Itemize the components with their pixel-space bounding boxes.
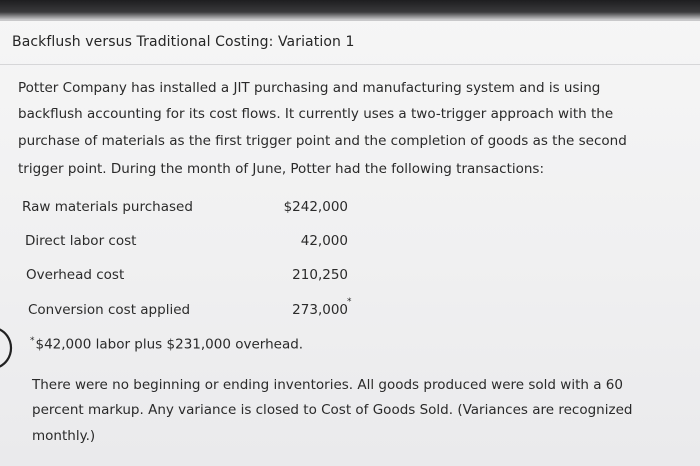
- bezel-strip: [0, 0, 700, 20]
- row-value: 42,000: [300, 233, 348, 249]
- divider: [0, 20, 700, 21]
- closing-line: percent markup. Any variance is closed to Cost of Goods Sold. (Variances are recognized: [32, 402, 633, 418]
- table-row: [0, 267, 700, 287]
- footnote-marker: *: [347, 297, 352, 307]
- row-label: Direct labor cost: [25, 233, 137, 249]
- intro-line: trigger point. During the month of June, Potter had the following transactions:: [18, 161, 545, 177]
- intro-line: Potter Company has installed a JIT purchasing and manufacturing system and is using: [18, 80, 601, 96]
- row-label: Raw materials purchased: [22, 199, 193, 215]
- row-value: 210,250: [292, 267, 348, 283]
- footnote: [30, 336, 303, 353]
- footnote-text: $42,000 labor plus $231,000 overhead.: [35, 336, 304, 353]
- intro-line: backflush accounting for its cost flows. It currently uses a two-trigger approach with the: [18, 106, 614, 122]
- title-divider: [0, 64, 700, 65]
- row-label: Conversion cost applied: [28, 302, 191, 318]
- table-row: [0, 233, 700, 253]
- row-label: Overhead cost: [26, 267, 125, 283]
- intro-line: purchase of materials as the first trigger point and the completion of goods as the second: [18, 133, 627, 149]
- table-row: [0, 297, 700, 322]
- closing-line: monthly.): [32, 428, 96, 444]
- row-value: 273,000: [292, 302, 348, 318]
- cursor-arc-icon: [0, 326, 16, 370]
- closing-line: There were no beginning or ending inventories. All goods produced were sold with a 60: [32, 377, 623, 393]
- row-value: $242,000: [283, 199, 348, 215]
- footnote-star: *: [30, 336, 35, 346]
- table-row: [0, 199, 700, 219]
- problem-title: Backflush versus Traditional Costing: Variation 1: [12, 34, 355, 50]
